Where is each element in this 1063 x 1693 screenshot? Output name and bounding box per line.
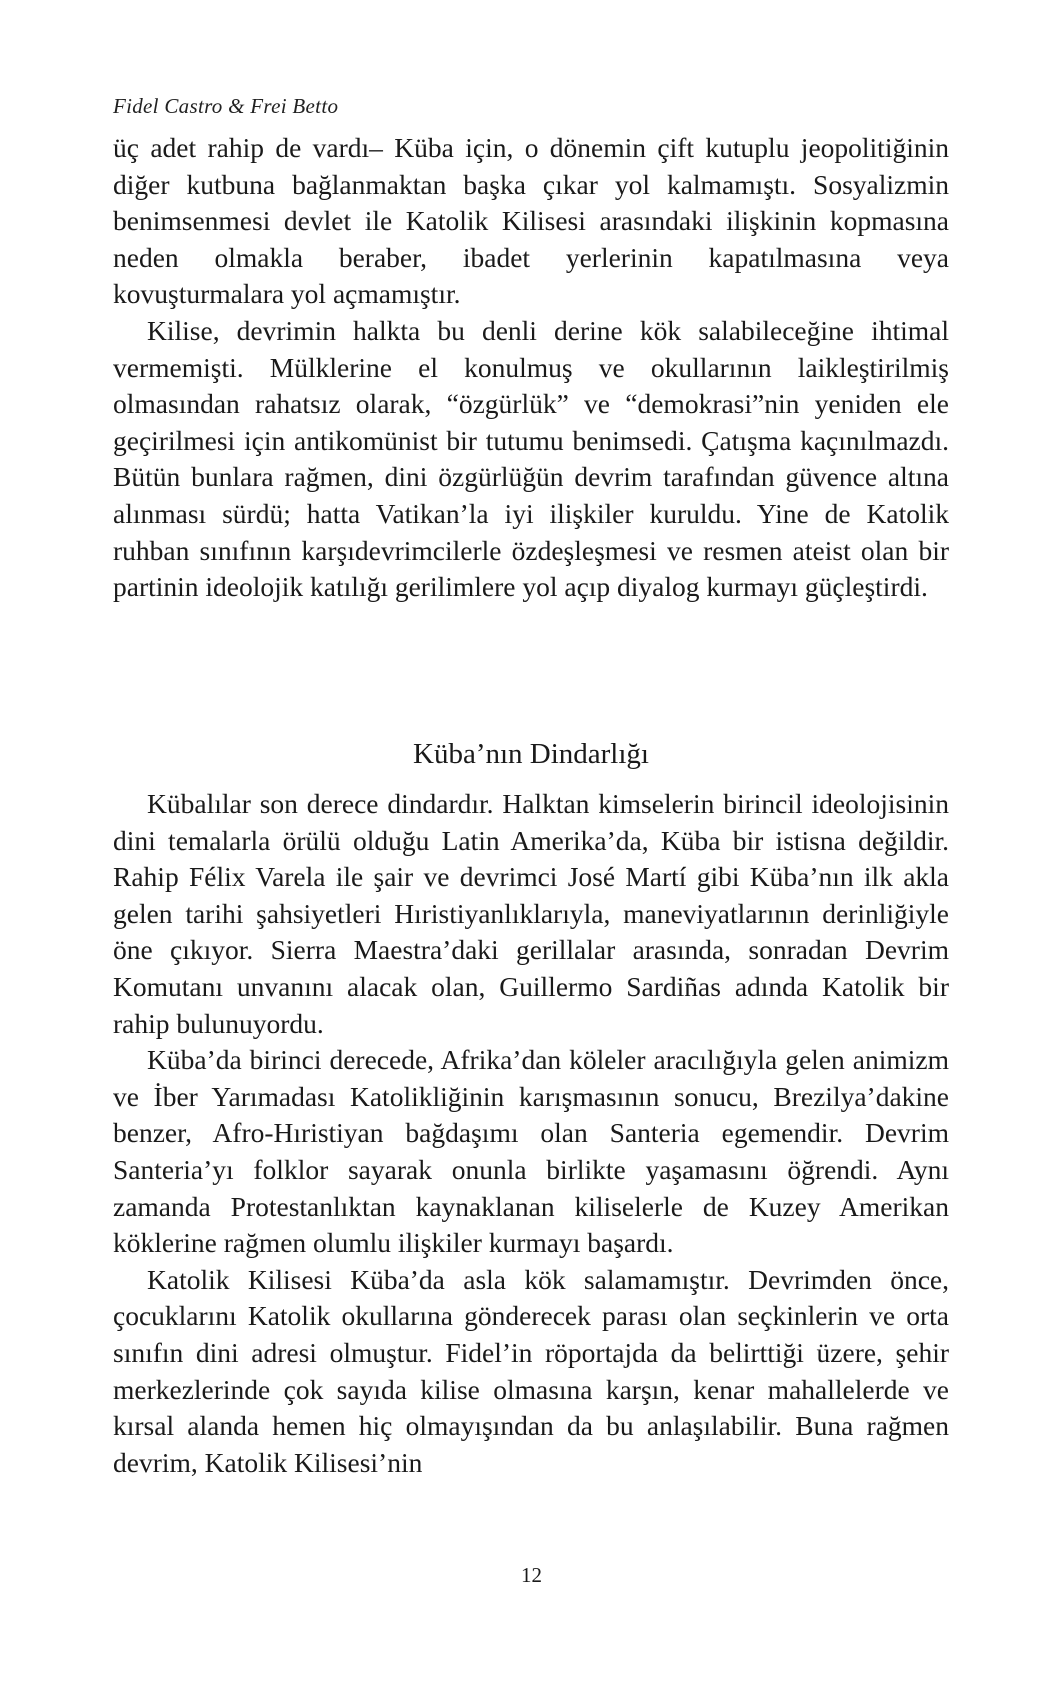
paragraph: Kilise, devrimin halkta bu denli derine kök salabileceğine ihtimal vermemişti. Mülklerine el konulmuş ve okullarının laikleştirilmiş olmasından rahatsız olarak, “özgürlük” ve “demokrasi”nin yeniden ele geçirilmesi için antikomünist bir tutumu benimsedi. Çatışma kaçınılmazdı. Bütün bunlara rağmen, dini özgürlüğün devrim tarafından güvence altına alınması sürdü; hatta Vatikan’la iyi ilişkiler kuruldu. Yine de Katolik ruhban sınıfının karşıdevrimcilerle özdeşleşmesi ve resmen ateist olan bir partinin ideolojik katılığı gerilimlere yol açıp diyalog kurmayı güçleştirdi.	[113, 314, 949, 603]
body-text-section	[113, 786, 949, 1481]
page-number: 12	[521, 1563, 542, 1587]
paragraph: üç adet rahip de vardı– Küba için, o dönemin çift kutuplu jeopolitiğinin diğer kutbuna bağlanmaktan başka çıkar yol kalmamıştı. Sosyalizmin benimsenmesi devlet ile Katolik Kilisesi arasındaki ilişkinin kopmasına neden olmakla beraber, ibadet yerlerinin kapatılmasına veya kovuşturmalara yol açmamıştır.	[113, 132, 949, 310]
body-text-top	[113, 130, 949, 606]
paragraph: Küba’da birinci derecede, Afrika’dan köleler aracılığıyla gelen animizm ve İber Yarımadası Katolikliğinin karışmasının sonucu, Brezilya’dakine benzer, Afro-Hıristiyan bağdaşımı olan Santeria egemendir. Devrim Santeria’yı folklor sayarak onunla birlikte yaşamasını öğrendi. Aynı zamanda Protestanlıktan kaynaklanan kiliselerle de Kuzey Amerikan köklerine rağmen olumlu ilişkiler kurmayı başardı.	[113, 1044, 949, 1259]
paragraph: Katolik Kilisesi Küba’da asla kök salamamıştır. Devrimden önce, çocuklarını Katolik okullarına gönderecek parası olan seçkinlerin ve orta sınıfın dini adresi olmuştur. Fidel’in röportajda da belirttiği üzere, şehir merkezlerinde çok sayıda kilise olmasına karşın, kenar mahallelerde ve kırsal alanda hemen hiç olmayışından da bu anlaşılabilir. Buna rağmen devrim, Katolik Kilisesi’nin	[113, 1263, 949, 1478]
running-header: Fidel Castro & Frei Betto	[113, 94, 339, 118]
section-heading: Küba’nın Dindarlığı	[413, 738, 649, 770]
paragraph: Kübalılar son derece dindardır. Halktan kimselerin birincil ideolojisinin dini temalarla örülü olduğu Latin Amerika’da, Küba bir istisna değildir. Rahip Félix Varela ile şair ve devrimci José Martí gibi Küba’nın ilk akla gelen tarihi şahsiyetleri Hıristiyanlıklarıyla, maneviyatlarının derinliğiyle öne çıkıyor. Sierra Maestra’daki gerillalar arasında, sonradan Devrim Komutanı unvanını alacak olan, Guillermo Sardiñas adında Katolik bir rahip bulunuyordu.	[113, 788, 949, 1039]
